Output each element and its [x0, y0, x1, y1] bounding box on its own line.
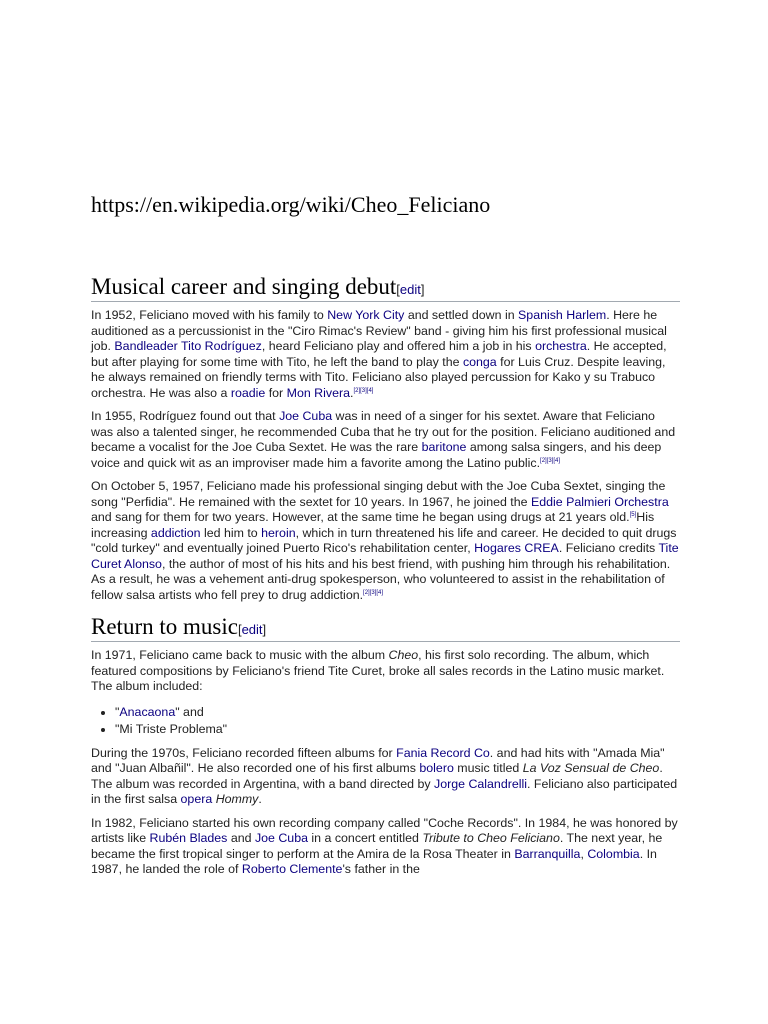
text: In 1971, Feliciano came back to music with the album [91, 648, 389, 662]
text: and sang for them for two years. However, at the same time he began using drugs at 21 years old. [91, 510, 630, 524]
text: for Luis Cruz. Despite leaving, he always remained on friendly terms with Tito. Feliciano also played percussion for Kako y su Trabuco orchestra. He was also a [91, 354, 666, 400]
paragraph-1982 [91, 816, 680, 878]
section-heading-musical-career [91, 274, 680, 302]
link-mon-rivera[interactable]: Mon Rivera [286, 385, 350, 400]
link-tito-rodriguez[interactable]: Tito Rodríguez [181, 339, 262, 353]
opera-title-hommy: Hommy [215, 792, 259, 806]
citation-link[interactable]: [2][3][4] [353, 387, 374, 394]
text: for [265, 385, 287, 400]
link-spanish-harlem[interactable]: Spanish Harlem [518, 308, 607, 322]
text: . In 1987, he landed the role of [91, 846, 657, 876]
text: 's father in the [342, 862, 420, 876]
paragraph-1970s [91, 746, 680, 808]
link-ruben-blades[interactable]: Rubén Blades [149, 831, 228, 845]
link-joe-cuba[interactable]: Joe Cuba [254, 831, 308, 845]
text: In 1952, Feliciano moved with his family to [91, 308, 328, 322]
article-content [91, 274, 680, 878]
text: On October 5, 1957, Feliciano made his professional singing debut with the Joe Cuba Sextet, singing the song "Perfidia". He remained with the sextet for 10 years. In 1967, he joined the [91, 479, 666, 509]
edit-section-link-wrapper: [edit] [396, 282, 425, 297]
link-barranquilla[interactable]: Barranquilla [514, 846, 581, 861]
citation-link[interactable]: [5] [629, 512, 637, 518]
link-addiction[interactable]: addiction [150, 525, 201, 540]
text: among salsa singers, and his deep voice and quick wit as an improviser made him a favorite among the Latino public. [91, 440, 662, 470]
text: , which in turn threatened his life and career. He decided to quit drugs "cold turkey" and eventually joined Puerto Rico's rehabilitation center, [91, 525, 677, 555]
text: , heard Feliciano play and offered him a job in his [261, 339, 536, 353]
link-anacaona[interactable]: Anacaona [119, 704, 176, 719]
edit-section-link[interactable]: edit [241, 622, 263, 637]
section-heading-text: Musical career and singing debut [91, 274, 397, 299]
link-roadie[interactable]: roadie [230, 385, 266, 400]
text: in a concert entitled [307, 831, 423, 845]
paragraph-1957 [91, 479, 680, 603]
text: . Feliciano also participated in the first salsa [91, 776, 678, 806]
text: During the 1970s, Feliciano recorded fifteen albums for [91, 745, 397, 760]
section-heading-return-to-music [91, 614, 680, 642]
text: led him to [200, 525, 262, 540]
link-eddie-palmieri-orchestra[interactable]: Eddie Palmieri Orchestra [530, 494, 669, 509]
album-title-cheo: Cheo [388, 648, 419, 662]
text: , the author of most of his hits and his best friend, with pushing him through his rehabilitation. As a result, he was a vehement anti-drug spokesperson, who volunteered to assist in the rehabilitation of fellow salsa artists who fell prey to drug addiction. [91, 556, 671, 602]
text: In 1982, Feliciano started his own recording company called "Coche Records". In 1984, he was honored by artists like [91, 815, 678, 845]
paragraph-1952 [91, 308, 680, 401]
text: In 1955, Rodríguez found out that [91, 409, 280, 423]
page-url: https://en.wikipedia.org/wiki/Cheo_Feliciano [91, 192, 491, 217]
paragraph-1955 [91, 409, 680, 471]
concert-title: Tribute to Cheo Feliciano [422, 831, 560, 845]
text: . Feliciano credits [558, 541, 659, 555]
text: His increasing [91, 510, 655, 540]
album-title-la-voz-sensual: La Voz Sensual de Cheo [522, 761, 660, 775]
text: . [258, 792, 262, 806]
text: "Mi Triste Problema" [115, 721, 228, 736]
text: . The next year, he became the first tropical singer to perform at the Amira de la Rosa Theater in [91, 831, 663, 861]
edit-section-link[interactable]: edit [399, 282, 421, 297]
citation-refs [353, 388, 373, 394]
link-opera[interactable]: opera [180, 792, 213, 806]
text: . Here he auditioned as a percussionist in the "Ciro Rimac's Review" band - giving him his first professional musical job. [91, 308, 667, 353]
link-colombia[interactable]: Colombia [587, 846, 640, 861]
link-orchestra[interactable]: orchestra [535, 339, 587, 353]
link-hogares-crea[interactable]: Hogares CREA [474, 541, 559, 555]
text: . [349, 385, 354, 400]
link-tite-curet-alonso[interactable]: Tite Curet Alonso [91, 541, 679, 571]
link-bolero[interactable]: bolero [419, 761, 454, 775]
text: . The album was recorded in Argentina, with a band directed by [91, 761, 663, 791]
link-joe-cuba[interactable]: Joe Cuba [279, 409, 333, 423]
text: , [580, 846, 588, 861]
text: and [227, 831, 255, 845]
text: " and [175, 704, 204, 719]
link-heroin[interactable]: heroin [261, 525, 296, 540]
link-new-york-city[interactable]: New York City [327, 308, 405, 322]
edit-section-link-wrapper: [edit] [237, 622, 267, 637]
citation-link[interactable]: [2][3][4] [363, 589, 384, 596]
section-heading-text: Return to music [91, 614, 238, 639]
link-conga[interactable]: conga [462, 354, 497, 369]
text: and settled down in [404, 308, 519, 322]
list-item [115, 704, 680, 721]
list-item [115, 721, 680, 738]
text: . and had hits with "Amada Mia" and "Juan Albañil". He also recorded one of his first albums [91, 745, 665, 775]
link-roberto-clemente[interactable]: Roberto Clemente [241, 862, 343, 876]
citation-refs [540, 458, 560, 464]
album-track-list [91, 704, 680, 738]
link-fania-record-co[interactable]: Fania Record Co [396, 745, 490, 760]
citation-refs [363, 590, 383, 596]
paragraph-1971 [91, 648, 680, 695]
text: " [115, 704, 120, 719]
link-baritone[interactable]: baritone [421, 440, 467, 454]
text: , his first solo recording. The album, which featured compositions by Feliciano's friend Tite Curet, broke all sales records in the Latino music market. The album included: [91, 648, 665, 693]
link-bandleader[interactable]: Bandleader [114, 339, 178, 353]
link-jorge-calandrelli[interactable]: Jorge Calandrelli [434, 776, 527, 791]
text: . He accepted, but after playing for some time with Tito, he left the band to play the [91, 339, 667, 369]
text: was in need of a singer for his sextet. Aware that Feliciano was also a talented singer, he recommended Cuba that he try out for the position. Feliciano auditioned and became a vocalist for the Joe Cuba Sextet. He was the rare [91, 409, 676, 454]
citation-link[interactable]: [2][3][4] [540, 457, 561, 464]
text: music titled [453, 761, 523, 775]
